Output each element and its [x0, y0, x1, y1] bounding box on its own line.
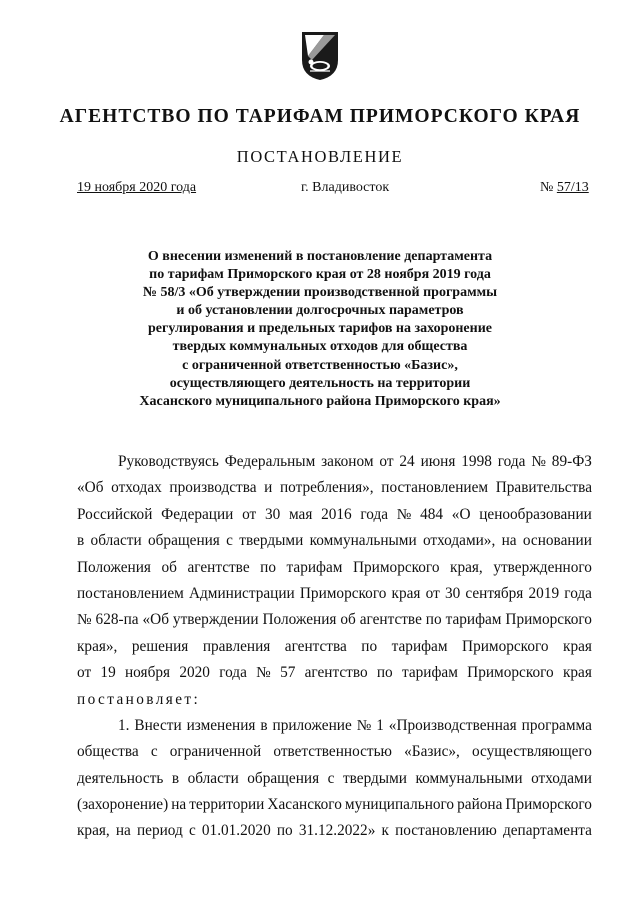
body-word: отходами»,: [422, 532, 496, 550]
body-word: №: [356, 716, 372, 734]
body-word: №: [396, 505, 412, 523]
body-word: на: [171, 796, 187, 814]
body-word: твердыми: [239, 532, 304, 550]
body-word: от: [379, 453, 394, 470]
body-word: Приморского: [299, 584, 387, 602]
body-word: обращения: [148, 532, 220, 550]
body-word: от: [77, 664, 92, 682]
body-word: 484: [420, 505, 444, 523]
body-word: производства: [169, 479, 257, 497]
body-word: постановлением: [77, 584, 184, 602]
body-word: агентства: [284, 637, 347, 655]
body-line: [77, 687, 592, 713]
document-title: [90, 248, 550, 411]
body-word: Приморского: [505, 611, 592, 629]
body-word: Федерации: [161, 505, 234, 523]
body-line: [77, 660, 592, 686]
body-word: 1998: [461, 453, 492, 470]
body-word: 30: [264, 505, 281, 523]
body-line: [77, 449, 592, 475]
body-word: 89-ФЗ: [551, 453, 592, 470]
document-date: 19 ноября 2020 года: [77, 180, 197, 195]
body-word: (захоронение): [77, 796, 169, 814]
title-line: и об установлении долгосрочных параметров: [176, 303, 464, 319]
body-word: программа: [521, 716, 592, 734]
body-word: приложение: [272, 716, 352, 734]
body-word: Приморского: [352, 558, 440, 576]
body-word: Администрации: [188, 584, 295, 602]
body-word: Приморского: [462, 637, 549, 655]
body-word: правления: [202, 637, 271, 655]
title-line: с ограниченной ответственностью «Базис»,: [182, 357, 458, 373]
body-line: [77, 739, 592, 765]
body-word: тарифам: [402, 664, 458, 682]
body-word: потребления»,: [279, 479, 374, 497]
body-word: года: [564, 584, 592, 602]
body-word: по: [260, 558, 276, 576]
agency-name: АГЕНТСТВО ПО ТАРИФАМ ПРИМОРСКОГО КРАЯ: [59, 106, 581, 127]
body-word: Российской: [77, 505, 153, 523]
body-line: [77, 818, 592, 844]
body-word: «Об: [142, 611, 169, 629]
body-word: коммунальными: [309, 532, 417, 550]
body-line: [77, 607, 592, 633]
title-line: осуществляющего деятельность на территории: [169, 375, 471, 391]
body-line: [77, 766, 592, 792]
body-word: «О: [451, 505, 471, 523]
body-word: года: [497, 453, 526, 470]
body-line: [77, 555, 592, 581]
body-word: Хасанского: [267, 796, 342, 814]
body-word: и: [264, 479, 273, 497]
body-word: Положения: [77, 558, 151, 576]
body-word: по: [425, 611, 442, 629]
body-word: области: [187, 769, 239, 787]
body-word: к: [381, 822, 389, 840]
body-word: от: [425, 584, 440, 602]
body-word: обращения: [247, 769, 320, 787]
body-word: года: [360, 505, 389, 523]
body-word: края: [563, 637, 592, 655]
body-word: осуществляющего: [472, 743, 592, 761]
body-word: с: [188, 822, 196, 840]
body-word: 628-па: [95, 611, 139, 629]
body-word: Внести: [134, 716, 182, 734]
body-word: тарифам: [445, 611, 502, 629]
body-word: изменения: [186, 716, 256, 734]
body-word: департамента: [502, 822, 592, 840]
body-word: Руководствуясь: [118, 453, 219, 470]
body-word: деятельность: [77, 769, 164, 787]
body-line: [77, 792, 592, 818]
body-word: по: [276, 822, 293, 840]
body-word: постановляет:: [77, 690, 201, 708]
body-word: 31.12.2022»: [298, 822, 376, 840]
body-word: 19: [100, 664, 116, 682]
body-word: по: [376, 664, 393, 682]
body-word: Приморского: [467, 664, 554, 682]
body-word: в: [171, 769, 180, 787]
body-word: с: [327, 769, 335, 787]
document-city: г. Владивосток: [301, 180, 390, 195]
body-word: края: [562, 664, 592, 682]
body-word: на: [115, 822, 131, 840]
document-number-value: 57/13: [556, 180, 589, 195]
body-word: агентстве: [187, 558, 250, 576]
body-word: в: [260, 716, 268, 734]
body-word: решения: [131, 637, 189, 655]
document-number: [540, 180, 589, 196]
body-word: основании: [522, 532, 592, 550]
body-word: ограниченной: [169, 743, 262, 761]
coat-of-arms-icon: [300, 30, 340, 82]
body-word: общества: [77, 743, 139, 761]
body-word: отходах: [111, 479, 162, 497]
body-word: от: [242, 505, 257, 523]
body-word: сентября: [465, 584, 524, 602]
body-word: по: [361, 637, 378, 655]
body-word: 1: [376, 716, 384, 734]
body-word: 30: [444, 584, 461, 602]
body-word: Федеральным: [224, 453, 316, 470]
body-word: с: [226, 532, 233, 550]
body-word: об: [340, 611, 356, 629]
body-word: постановлению: [395, 822, 497, 840]
title-line: О внесении изменений в постановление департамента: [147, 249, 493, 264]
body-word: 2019: [528, 584, 560, 602]
body-word: законом: [321, 453, 374, 470]
document-number-prefix: №: [540, 180, 557, 195]
title-line: твердых коммунальных отходов для общества: [172, 339, 468, 355]
body-word: тарифам: [286, 558, 343, 576]
body-word: отходами: [531, 769, 592, 787]
body-line: [77, 713, 592, 739]
body-line: [77, 502, 592, 528]
body-word: года: [219, 664, 247, 682]
body-word: района: [457, 796, 503, 814]
body-word: агентстве: [359, 611, 422, 629]
body-word: края,: [77, 822, 110, 840]
body-word: территории: [189, 796, 265, 814]
body-word: июня: [420, 453, 456, 470]
body-word: твердыми: [342, 769, 407, 787]
body-line: [77, 634, 592, 660]
body-word: 1.: [118, 716, 130, 734]
body-word: с: [150, 743, 158, 761]
body-word: Правительства: [495, 479, 592, 497]
body-word: тарифам: [391, 637, 448, 655]
body-word: «Базис»,: [404, 743, 460, 761]
document-type: ПОСТАНОВЛЕНИЕ: [236, 147, 404, 166]
body-line: [77, 475, 592, 501]
body-word: №: [531, 453, 546, 470]
body-word: 2016: [321, 505, 352, 523]
body-line: [77, 528, 592, 554]
title-line: Хасанского муниципального района Приморского края»: [139, 393, 501, 409]
title-line: по тарифам Приморского края от 28 ноября 2019 года: [149, 267, 491, 283]
body-word: утвержденного: [493, 558, 592, 576]
document-body: [77, 449, 592, 845]
body-word: коммунальными: [415, 769, 523, 787]
body-word: 2020: [179, 664, 210, 682]
body-word: мая: [288, 505, 313, 523]
body-word: период: [137, 822, 183, 840]
body-line: [77, 581, 592, 607]
body-word: 24: [399, 453, 415, 470]
body-word: на: [501, 532, 517, 550]
body-word: «Об: [77, 479, 104, 497]
body-word: агентство: [304, 664, 368, 682]
body-word: 01.01.2020: [201, 822, 271, 840]
body-word: муниципального: [344, 796, 455, 814]
body-word: края»,: [77, 637, 118, 655]
body-word: области: [90, 532, 142, 550]
body-word: №: [77, 611, 92, 629]
body-word: 57: [280, 664, 296, 682]
body-word: №: [256, 664, 271, 682]
body-word: постановлением: [381, 479, 489, 497]
body-word: ноября: [125, 664, 171, 682]
body-word: Положения: [262, 611, 337, 629]
body-word: в: [77, 532, 85, 550]
body-word: «Производственная: [388, 716, 517, 734]
title-line: № 58/3 «Об утверждении производственной программы: [142, 285, 498, 301]
body-word: ценообразовании: [479, 505, 592, 523]
body-word: об: [161, 558, 177, 576]
body-word: края: [391, 584, 421, 602]
title-line: регулирования и предельных тарифов на захоронение: [147, 321, 492, 337]
body-word: Приморского: [505, 796, 592, 814]
body-word: ответственностью: [273, 743, 392, 761]
body-word: края,: [450, 558, 483, 576]
body-word: утверждении: [172, 611, 259, 629]
